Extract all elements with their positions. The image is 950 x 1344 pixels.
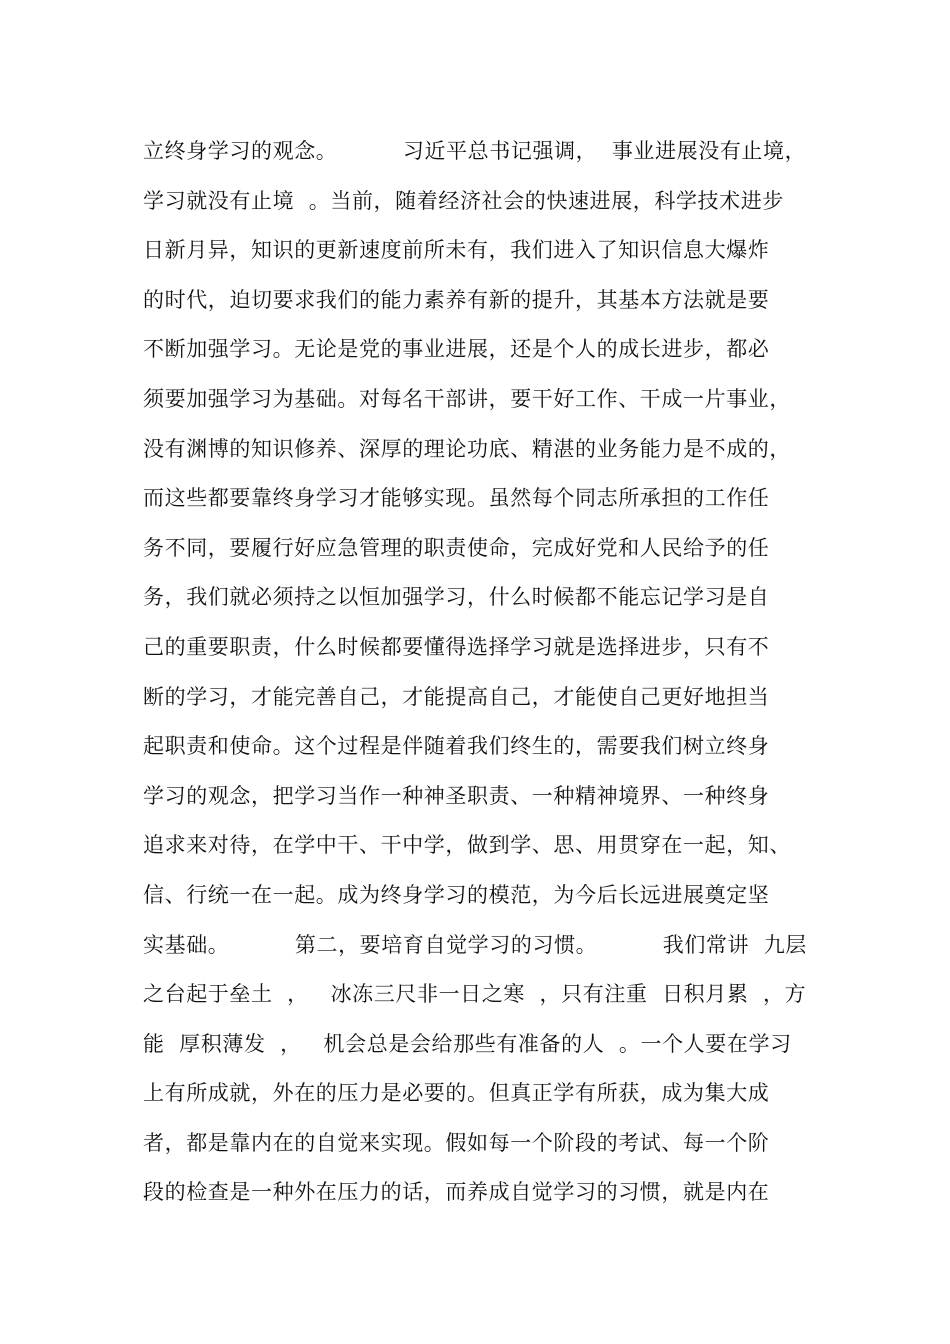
text-line: 务不同，要履行好应急管理的职责使命，完成好党和人民给予的任 xyxy=(143,535,770,560)
text-line: 者，都是靠内在的自觉来实现。假如每一个阶段的考试、每一个阶 xyxy=(143,1130,770,1155)
text-line: 而这些都要靠终身学习才能够实现。虽然每个同志所承担的工作任 xyxy=(143,486,770,511)
text-line: 信、行统一在一起。成为终身学习的模范，为今后长远进展奠定坚 xyxy=(143,882,770,907)
text-line: 学习的观念，把学习当作一种神圣职责、一种精神境界、一种终身 xyxy=(143,783,770,808)
text-line: 之台起于垒土 ， 冰冻三尺非一日之寒 ，只有注重 日积月累 ，方 xyxy=(143,982,807,1007)
text-line: 己的重要职责，什么时候都要懂得选择学习就是选择进步，只有不 xyxy=(143,634,770,659)
text-line: 断的学习，才能完善自己，才能提高自己，才能使自己更好地担当 xyxy=(143,684,770,709)
text-line: 学习就没有止境 。当前，随着经济社会的快速进展，科学技术进步 xyxy=(143,188,784,213)
text-line: 日新月异，知识的更新速度前所未有，我们进入了知识信息大爆炸 xyxy=(143,238,770,263)
text-line: 起职责和使命。这个过程是伴随着我们终生的，需要我们树立终身 xyxy=(143,734,770,759)
text-line: 的时代，迫切要求我们的能力素养有新的提升，其基本方法就是要 xyxy=(143,287,770,312)
text-line: 务，我们就必须持之以恒加强学习，什么时候都不能忘记学习是自 xyxy=(143,585,770,610)
text-line: 没有渊博的知识修养、深厚的理论功底、精湛的业务能力是不成的， xyxy=(143,436,791,461)
text-line: 须要加强学习为基础。对每名干部讲，要干好工作、干成一片事业， xyxy=(143,386,791,411)
text-line: 段的检查是一种外在压力的话，而养成自觉学习的习惯，就是内在 xyxy=(143,1180,770,1205)
body-text xyxy=(143,131,833,1222)
text-line: 能 厚积薄发 ， 机会总是会给那些有准备的人 。一个人要在学习 xyxy=(143,1031,792,1056)
text-line: 追求来对待，在学中干、干中学，做到学、思、用贯穿在一起，知、 xyxy=(143,833,791,858)
text-line: 实基础。 第二，要培育自觉学习的习惯。 我们常讲 九层 xyxy=(143,932,807,957)
text-line: 上有所成就，外在的压力是必要的。但真正学有所获，成为集大成 xyxy=(143,1081,770,1106)
text-line: 不断加强学习。无论是党的事业进展，还是个人的成长进步，都必 xyxy=(143,337,770,362)
text-line: 立终身学习的观念。 习近平总书记强调， 事业进展没有止境， xyxy=(143,139,807,163)
